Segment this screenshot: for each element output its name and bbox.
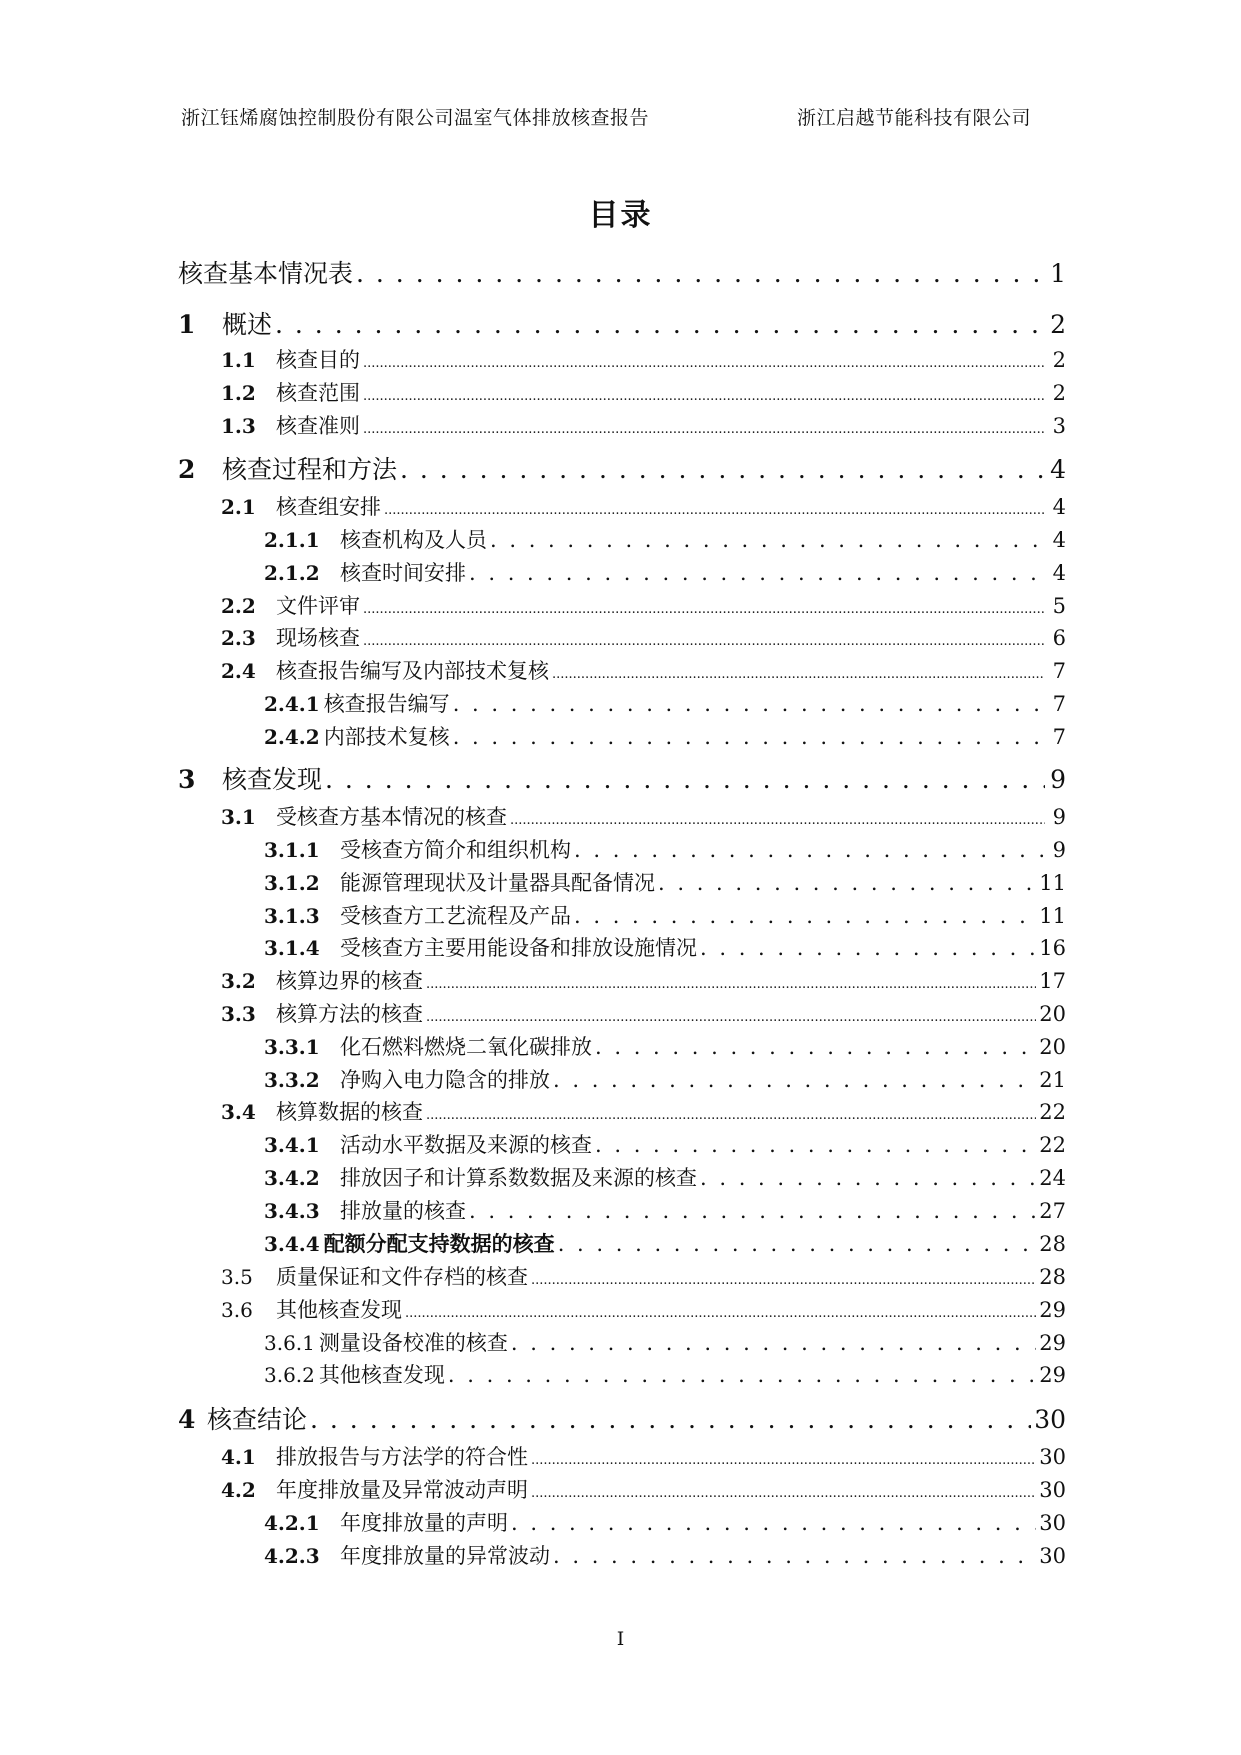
toc-entry-label: 核查报告编写 (323, 692, 450, 716)
toc-entry-page: 4 (1052, 528, 1066, 552)
toc-leader-dots (325, 765, 1045, 794)
toc-entry-chapter-3[interactable] (178, 760, 1066, 796)
toc-leader-dots (531, 1486, 1036, 1501)
toc-entry-chapter-4[interactable] (178, 1400, 1066, 1436)
toc-entry-number: 4 (178, 1405, 196, 1434)
toc-entry-chapter-1[interactable] (178, 305, 1066, 341)
toc-entry-basic-info[interactable] (178, 254, 1066, 290)
toc-entry-4-2[interactable] (221, 1474, 1066, 1504)
toc-entry-page: 20 (1039, 1035, 1066, 1059)
toc-leader-dots (510, 813, 1045, 828)
toc-leader-dots (595, 1133, 1036, 1157)
toc-entry-label: 文件评审 (276, 594, 360, 618)
toc-entry-number: 3.3.2 (264, 1068, 320, 1092)
toc-leader-dots (595, 1035, 1036, 1059)
toc-leader-dots (363, 389, 1045, 404)
toc-entry-page: 29 (1039, 1298, 1066, 1322)
page-number: I (616, 1628, 625, 1650)
toc-entry-label: 活动水平数据及来源的核查 (340, 1133, 592, 1157)
toc-entry-number: 3.6.1 (264, 1331, 315, 1355)
toc-entry-2-1-2[interactable] (264, 557, 1066, 587)
toc-leader-dots (363, 634, 1045, 649)
toc-entry-number: 1.2 (221, 381, 256, 405)
toc-leader-dots (553, 1544, 1036, 1568)
toc-entry-page: 30 (1039, 1511, 1066, 1535)
toc-entry-number: 3.4.3 (264, 1199, 320, 1223)
toc-leader-dots (490, 528, 1045, 552)
toc-entry-3-1-3[interactable] (264, 900, 1066, 930)
toc-entry-label: 核算数据的核查 (276, 1100, 423, 1124)
toc-entry-number: 3.4 (221, 1100, 256, 1124)
toc-entry-label: 核算边界的核查 (276, 969, 423, 993)
toc-entry-label: 配额分配支持数据的核查 (323, 1231, 555, 1256)
toc-entry-label: 核查目的 (276, 348, 360, 372)
toc-entry-3-6-2[interactable] (264, 1359, 1066, 1389)
toc-leader-dots (384, 503, 1045, 518)
toc-entry-label: 其他核查发现 (318, 1363, 445, 1387)
toc-entry-label: 核查结论 (207, 1405, 308, 1434)
toc-entry-label: 排放量的核查 (340, 1199, 466, 1223)
toc-entry-page: 30 (1039, 1478, 1066, 1502)
toc-entry-page: 20 (1039, 1002, 1066, 1026)
toc-entry-page: 28 (1039, 1232, 1066, 1256)
toc-entry-number: 2.2 (221, 594, 256, 618)
toc-entry-page: 6 (1052, 626, 1066, 650)
toc-entry-3-5[interactable] (221, 1261, 1066, 1291)
toc-entry-number: 3.1.2 (264, 871, 320, 895)
toc-entry-number: 3.1.3 (264, 904, 320, 928)
toc-entry-label: 核查基本情况表 (178, 259, 354, 288)
toc-entry-label: 受核查方简介和组织机构 (340, 838, 571, 862)
toc-entry-label: 受核查方主要用能设备和排放设施情况 (340, 936, 697, 960)
toc-leader-dots (310, 1405, 1031, 1434)
toc-entry-2-3[interactable] (221, 622, 1066, 652)
toc-entry-number: 4.2.3 (264, 1544, 320, 1568)
toc-entry-page: 17 (1039, 969, 1066, 993)
toc-leader-dots (405, 1306, 1036, 1321)
toc-entry-page: 22 (1039, 1100, 1066, 1124)
toc-entry-label: 测量设备校准的核查 (318, 1331, 508, 1355)
toc-leader-dots (426, 1108, 1036, 1123)
toc-entry-label: 化石燃料燃烧二氧化碳排放 (340, 1035, 592, 1059)
toc-entry-page: 27 (1039, 1199, 1066, 1223)
toc-entry-2-2[interactable] (221, 590, 1066, 620)
toc-entry-page: 9 (1052, 805, 1066, 829)
toc-leader-dots (531, 1273, 1036, 1288)
toc-entry-number: 3.6.2 (264, 1363, 315, 1387)
toc-entry-number: 2.4 (221, 659, 256, 683)
toc-entry-label: 能源管理现状及计量器具配备情况 (340, 871, 655, 895)
toc-entry-number: 4.2.1 (264, 1511, 320, 1535)
toc-entry-label: 核算方法的核查 (276, 1002, 423, 1026)
toc-entry-number: 4.1 (221, 1445, 256, 1469)
toc-leader-dots (275, 310, 1045, 339)
toc-entry-number: 3.5 (221, 1265, 253, 1289)
toc-entry-page: 11 (1039, 871, 1066, 895)
toc-leader-dots (511, 1331, 1036, 1355)
header-company-name: 浙江启越节能科技有限公司 (797, 107, 1032, 129)
toc-entry-number: 2 (178, 455, 196, 484)
toc-entry-label: 现场核查 (276, 626, 360, 650)
toc-entry-number: 4.2 (221, 1478, 256, 1502)
toc-entry-3-6[interactable] (221, 1294, 1066, 1324)
toc-entry-label: 概述 (222, 310, 273, 339)
toc-leader-dots (453, 725, 1045, 749)
toc-entry-3-4-2[interactable] (264, 1162, 1066, 1192)
toc-entry-label: 其他核查发现 (276, 1298, 402, 1322)
toc-entry-page: 7 (1052, 725, 1066, 749)
toc-leader-dots (426, 977, 1036, 992)
toc-entry-number: 3.1 (221, 805, 256, 829)
toc-entry-number: 3.1.1 (264, 838, 320, 862)
toc-entry-3-3[interactable] (221, 998, 1066, 1028)
toc-entry-page: 9 (1050, 765, 1066, 794)
toc-entry-label: 质量保证和文件存档的核查 (276, 1265, 528, 1289)
toc-entry-page: 22 (1039, 1133, 1066, 1157)
toc-entry-page: 7 (1052, 692, 1066, 716)
toc-entry-label: 年度排放量的声明 (340, 1511, 508, 1535)
toc-entry-number: 1.1 (221, 348, 256, 372)
toc-entry-2-4-2[interactable] (264, 721, 1066, 751)
toc-leader-dots (658, 871, 1036, 895)
toc-entry-label: 核查范围 (276, 381, 360, 405)
toc-entry-label: 年度排放量及异常波动声明 (276, 1478, 528, 1502)
toc-leader-dots (400, 455, 1045, 484)
toc-entry-number: 2.4.2 (264, 725, 320, 749)
toc-entry-number: 3.3.1 (264, 1035, 320, 1059)
toc-leader-dots (511, 1511, 1036, 1535)
toc-entry-page: 1 (1050, 259, 1066, 288)
toc-entry-4-1[interactable] (221, 1441, 1066, 1471)
toc-entry-label: 排放报告与方法学的符合性 (276, 1445, 528, 1469)
toc-entry-3-1-2[interactable] (264, 867, 1066, 897)
toc-leader-dots (469, 1199, 1036, 1223)
toc-entry-page: 3 (1052, 414, 1066, 438)
toc-entry-label: 年度排放量的异常波动 (340, 1544, 550, 1568)
toc-leader-dots (356, 259, 1045, 288)
toc-leader-dots (552, 667, 1045, 682)
toc-entry-page: 4 (1052, 561, 1066, 585)
toc-leader-dots (363, 602, 1045, 617)
toc-entry-label: 核查过程和方法 (222, 455, 398, 484)
toc-entry-number: 2.1.1 (264, 528, 320, 552)
toc-entry-2-1[interactable] (221, 491, 1066, 521)
toc-entry-number: 2.4.1 (264, 692, 320, 716)
toc-entry-label: 核查时间安排 (340, 561, 466, 585)
toc-entry-page: 30 (1039, 1445, 1066, 1469)
toc-entry-page: 4 (1052, 495, 1066, 519)
toc-entry-page: 2 (1050, 310, 1066, 339)
toc-entry-3-2[interactable] (221, 965, 1066, 995)
toc-entry-number: 1.3 (221, 414, 256, 438)
toc-leader-dots (531, 1453, 1036, 1468)
toc-leader-dots (363, 422, 1045, 437)
toc-entry-number: 3 (178, 765, 196, 794)
toc-entry-number: 3.4.1 (264, 1133, 320, 1157)
toc-entry-page: 5 (1052, 594, 1066, 618)
toc-entry-1-2[interactable] (221, 377, 1066, 407)
toc-entry-1-3[interactable] (221, 410, 1066, 440)
toc-entry-number: 3.6 (221, 1298, 253, 1322)
toc-entry-number: 3.4.2 (264, 1166, 320, 1190)
toc-leader-dots (426, 1010, 1036, 1025)
toc-entry-page: 24 (1039, 1166, 1066, 1190)
toc-entry-page: 9 (1052, 838, 1066, 862)
toc-entry-3-4[interactable] (221, 1096, 1066, 1126)
toc-leader-dots (700, 1166, 1036, 1190)
header-report-title: 浙江钰烯腐蚀控制股份有限公司温室气体排放核查报告 (181, 107, 650, 129)
toc-entry-label: 净购入电力隐含的排放 (340, 1068, 550, 1092)
toc-entry-3-4-1[interactable] (264, 1129, 1066, 1159)
toc-entry-3-1[interactable] (221, 801, 1066, 831)
toc-leader-dots (700, 936, 1036, 960)
toc-entry-page: 30 (1039, 1544, 1066, 1568)
toc-entry-3-3-1[interactable] (264, 1031, 1066, 1061)
toc-entry-number: 2.3 (221, 626, 256, 650)
toc-entry-page: 29 (1039, 1363, 1066, 1387)
toc-leader-dots (574, 904, 1036, 928)
toc-entry-page: 11 (1039, 904, 1066, 928)
toc-entry-label: 受核查方基本情况的核查 (276, 805, 507, 829)
toc-entry-3-3-2[interactable] (264, 1064, 1066, 1094)
toc-entry-number: 3.2 (221, 969, 256, 993)
toc-entry-label: 核查机构及人员 (340, 528, 487, 552)
toc-entry-page: 21 (1039, 1068, 1066, 1092)
toc-entry-3-4-4[interactable] (264, 1228, 1066, 1258)
toc-entry-label: 核查准则 (276, 414, 360, 438)
toc-entry-3-1-1[interactable] (264, 834, 1066, 864)
toc-entry-page: 7 (1052, 659, 1066, 683)
toc-leader-dots (453, 692, 1045, 716)
toc-leader-dots (363, 356, 1045, 371)
toc-entry-4-2-1[interactable] (264, 1507, 1066, 1537)
toc-entry-number: 3.1.4 (264, 936, 320, 960)
toc-entry-1-1[interactable] (221, 344, 1066, 374)
toc-entry-label: 受核查方工艺流程及产品 (340, 904, 571, 928)
toc-entry-label: 核查报告编写及内部技术复核 (276, 659, 549, 683)
toc-entry-number: 2.1 (221, 495, 256, 519)
toc-entry-label: 核查发现 (222, 765, 323, 794)
toc-entry-number: 1 (178, 310, 196, 339)
toc-leader-dots (574, 838, 1045, 862)
toc-leader-dots (558, 1232, 1037, 1256)
toc-entry-3-1-4[interactable] (264, 932, 1066, 962)
toc-entry-number: 3.4.4 (264, 1232, 320, 1256)
toc-entry-page: 2 (1052, 348, 1066, 372)
toc-title: 目录 (588, 198, 653, 233)
toc-entry-page: 29 (1039, 1331, 1066, 1355)
toc-entry-page: 2 (1052, 381, 1066, 405)
toc-entry-label: 内部技术复核 (323, 725, 450, 749)
toc-leader-dots (553, 1068, 1036, 1092)
toc-entry-chapter-2[interactable] (178, 450, 1066, 486)
toc-entry-page: 16 (1039, 936, 1066, 960)
toc-entry-page: 30 (1034, 1405, 1066, 1434)
toc-entry-3-4-3[interactable] (264, 1195, 1066, 1225)
toc-entry-number: 3.3 (221, 1002, 256, 1026)
toc-entry-2-4[interactable] (221, 655, 1066, 685)
toc-entry-3-6-1[interactable] (264, 1327, 1066, 1357)
toc-entry-label: 核查组安排 (276, 495, 381, 519)
toc-entry-page: 28 (1039, 1265, 1066, 1289)
toc-entry-page: 4 (1050, 455, 1066, 484)
toc-entry-number: 2.1.2 (264, 561, 320, 585)
toc-leader-dots (448, 1363, 1036, 1387)
toc-entry-2-4-1[interactable] (264, 688, 1066, 718)
toc-entry-label: 排放因子和计算系数数据及来源的核查 (340, 1166, 697, 1190)
toc-entry-2-1-1[interactable] (264, 524, 1066, 554)
toc-leader-dots (469, 561, 1045, 585)
toc-entry-4-2-3[interactable] (264, 1540, 1066, 1570)
